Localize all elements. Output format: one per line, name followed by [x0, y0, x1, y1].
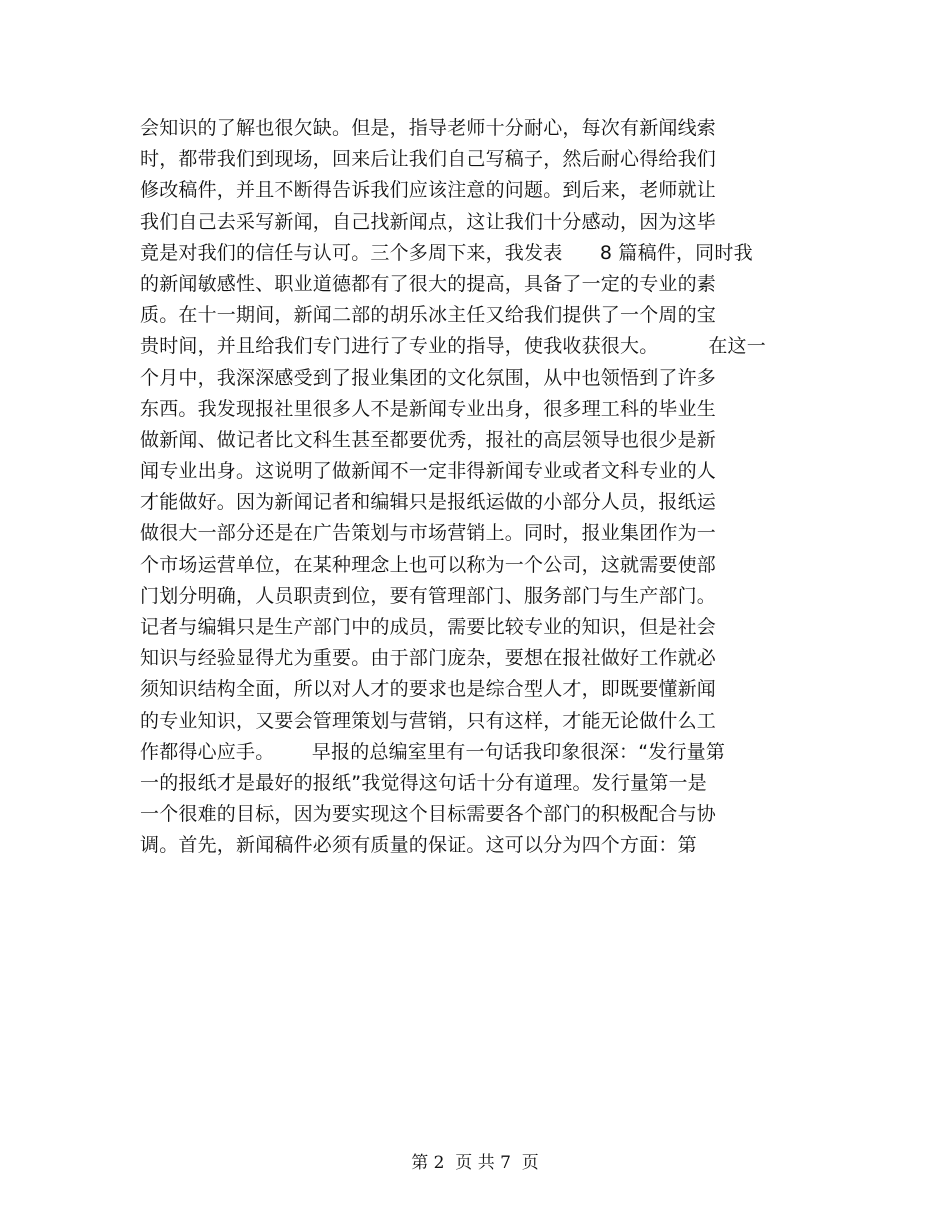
text-line-22: 一的报纸才是最好的报纸”我觉得这句话十分有道理。发行量第一是 [140, 771, 707, 794]
text-line-18: 知识与经验显得尤为重要。由于部门庞杂，要想在报社做好工作就必 [140, 647, 717, 670]
text-line-7: 质。在十一期间，新闻二部的胡乐冰主任又给我们提供了一个周的宝 [140, 304, 717, 327]
text-line-21: 作都得心应手。 早报的总编室里有一句话我印象很深：“发行量第 [140, 740, 726, 763]
text-line-14: 做很大一部分还是在广告策划与市场营销上。同时，报业集团作为一 [140, 522, 717, 545]
text-line-4: 我们自己去采写新闻，自己找新闻点，这让我们十分感动，因为这毕 [140, 210, 717, 233]
text-line-15: 个市场运营单位，在某种理念上也可以称为一个公司，这就需要使部 [140, 553, 717, 576]
text-line-3: 修改稿件，并且不断得告诉我们应该注意的问题。到后来，老师就让 [140, 179, 717, 202]
text-line-19: 须知识结构全面，所以对人才的要求也是综合型人才，即既要懂新闻 [140, 678, 717, 701]
text-line-6: 的新闻敏感性、职业道德都有了很大的提高，具备了一定的专业的素 [140, 272, 717, 295]
body-text [140, 113, 820, 862]
text-line-1: 会知识的了解也很欠缺。但是，指导老师十分耐心，每次有新闻线索 [140, 117, 717, 139]
text-line-2: 时，都带我们到现场，回来后让我们自己写稿子，然后耐心得给我们 [140, 148, 717, 171]
text-line-5: 竟是对我们的信任与认可。三个多周下来，我发表 8 篇稿件，同时我 [140, 241, 753, 264]
text-line-16: 门划分明确，人员职责到位，要有管理部门、服务部门与生产部门。 [140, 584, 717, 607]
text-line-11: 做新闻、做记者比文科生甚至都要优秀，报社的高层领导也很少是新 [140, 428, 717, 451]
text-line-13: 才能做好。因为新闻记者和编辑只是报纸运做的小部分人员，报纸运 [140, 491, 717, 514]
text-line-9: 个月中，我深深感受到了报业集团的文化氛围，从中也领悟到了许多 [140, 366, 717, 389]
text-line-8: 贵时间，并且给我们专门进行了专业的指导，使我收获很大。 在这一 [140, 335, 766, 358]
text-line-17: 记者与编辑只是生产部门中的成员，需要比较专业的知识，但是社会 [140, 616, 717, 638]
text-line-20: 的专业知识，又要会管理策划与营销，只有这样，才能无论做什么工 [140, 709, 717, 732]
page-number-footer: 第 2 页 共 7 页 [411, 1153, 539, 1173]
text-line-12: 闻专业出身。这说明了做新闻不一定非得新闻专业或者文科专业的人 [140, 460, 717, 483]
text-line-24: 调。首先，新闻稿件必须有质量的保证。这可以分为四个方面：第 [140, 834, 697, 857]
text-line-23: 一个很难的目标，因为要实现这个目标需要各个部门的积极配合与协 [140, 803, 717, 826]
text-line-10: 东西。我发现报社里很多人不是新闻专业出身，很多理工科的毕业生 [140, 397, 717, 420]
